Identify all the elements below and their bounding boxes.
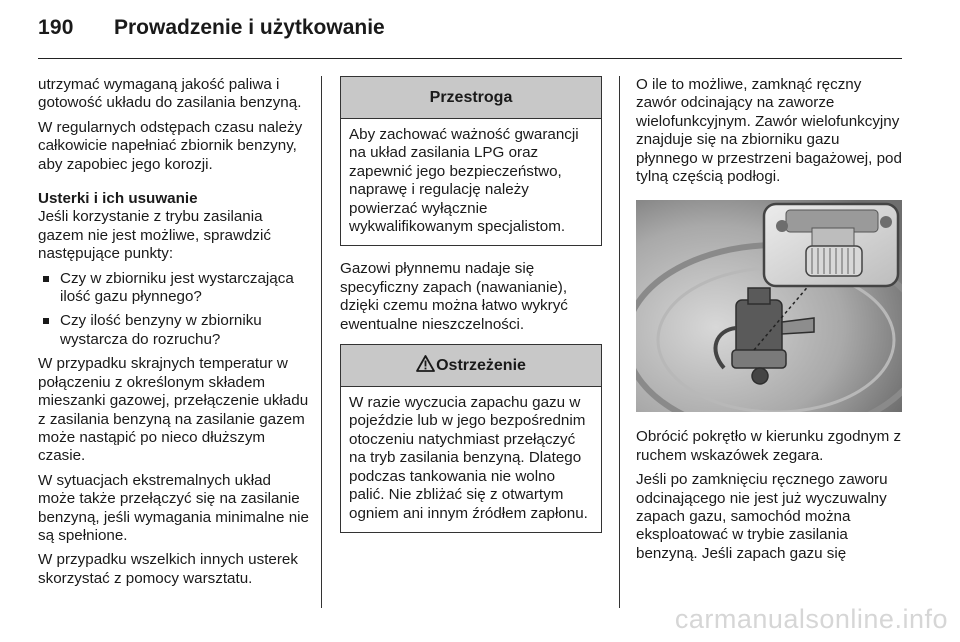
- caution-text: Aby zachować ważność gwarancji na układ zasilania LPG oraz zapewnić jego bezpieczeństwo, naprawę i regulację należy powierzać wyłącznie wykwalifikowanym specjalistom.: [349, 126, 579, 236]
- column-3: [636, 76, 902, 569]
- page-header: [38, 16, 385, 46]
- warning-header: [341, 345, 601, 387]
- warning-text: W razie wyczucia zapachu gazu w pojeździe lub w jego bezpośrednim otoczeniu natychmiast przełączyć na tryb zasilania benzyną. Dlatego podczas tankowania nie wolno palić. Nie zbliżać się z otwartym ogniem ani innym źródłem zapłonu.: [349, 394, 588, 522]
- paragraph: Gazowi płynnemu nadaje się specyficzny zapach (nawanianie), dzięki czemu można łatwo wykryć ewentualne nieszczelności.: [340, 260, 568, 333]
- warning-triangle-icon: [416, 355, 435, 372]
- paragraph: W przypadku skrajnych temperatur w połączeniu z określonym składem mieszanki gazowej, przełączenie układu z zasilania benzyną na zasilanie gazem może nastąpić po nieco dłuższym czasie.: [38, 355, 309, 465]
- warning-box: [340, 344, 602, 533]
- list-item: [38, 270, 310, 307]
- paragraph: utrzymać wymaganą jakość paliwa i gotowość układu do zasilania benzyną.: [38, 76, 302, 112]
- paragraph: Jeśli korzystanie z trybu zasilania gazem nie jest możliwe, sprawdzić następujące punkty:: [38, 208, 271, 263]
- page-number: 190: [38, 16, 74, 39]
- warning-title: Ostrzeżenie: [436, 357, 526, 375]
- chapter-title: Prowadzenie i użytkowanie: [114, 16, 385, 39]
- paragraph: W sytuacjach ekstremalnych układ może także przełączyć się na zasilanie benzyną, jeśli wymagania minimalne nie są spełnione.: [38, 471, 309, 544]
- column-divider: [321, 76, 322, 608]
- paragraph: Obrócić pokrętło w kierunku zgodnym z ruchem wskazówek zegara.: [636, 428, 902, 464]
- paragraph: W regularnych odstępach czasu należy całkowicie napełniać zbiornik benzyny, aby zapobiec jego korozji.: [38, 118, 303, 173]
- paragraph: Jeśli po zamknięciu ręcznego zaworu odcinającego nie jest już wyczuwalny zapach gazu, samochód można eksploatować w trybie zasilania benzyną. Jeśli zapach gazu się: [636, 471, 888, 562]
- zoom-inset: [764, 204, 898, 286]
- list-item: [38, 312, 310, 349]
- paragraph: O ile to możliwe, zamknąć ręczny zawór odcinający na zaworze wielofunkcyjnym. Zawór wielofunkcyjny znajduje się na zbiorniku gazu płynnego w przestrzeni bagażowej, pod tylną częścią podłogi.: [636, 76, 902, 186]
- valve-photo: [636, 200, 902, 412]
- column-2: [340, 76, 602, 547]
- list-item-text: Czy w zbiorniku jest wystarczająca ilość gazu płynnego?: [60, 269, 294, 306]
- bullet-square-icon: [43, 318, 49, 324]
- column-1: [38, 76, 310, 594]
- caution-title: Przestroga: [341, 77, 601, 119]
- watermark: carmanualsonline.info: [674, 604, 948, 634]
- list-item-text: Czy ilość benzyny w zbiorniku wystarcza do rozruchu?: [60, 312, 262, 348]
- paragraph: W przypadku wszelkich innych usterek skorzystać z pomocy warsztatu.: [38, 551, 298, 587]
- checklist: [38, 270, 310, 350]
- caution-box: [340, 76, 602, 246]
- column-divider: [619, 76, 620, 608]
- bullet-square-icon: [43, 276, 49, 282]
- section-heading: Usterki i ich usuwanie: [38, 190, 198, 208]
- header-rule: [38, 58, 902, 59]
- multifunction-valve-illustration: [636, 200, 902, 412]
